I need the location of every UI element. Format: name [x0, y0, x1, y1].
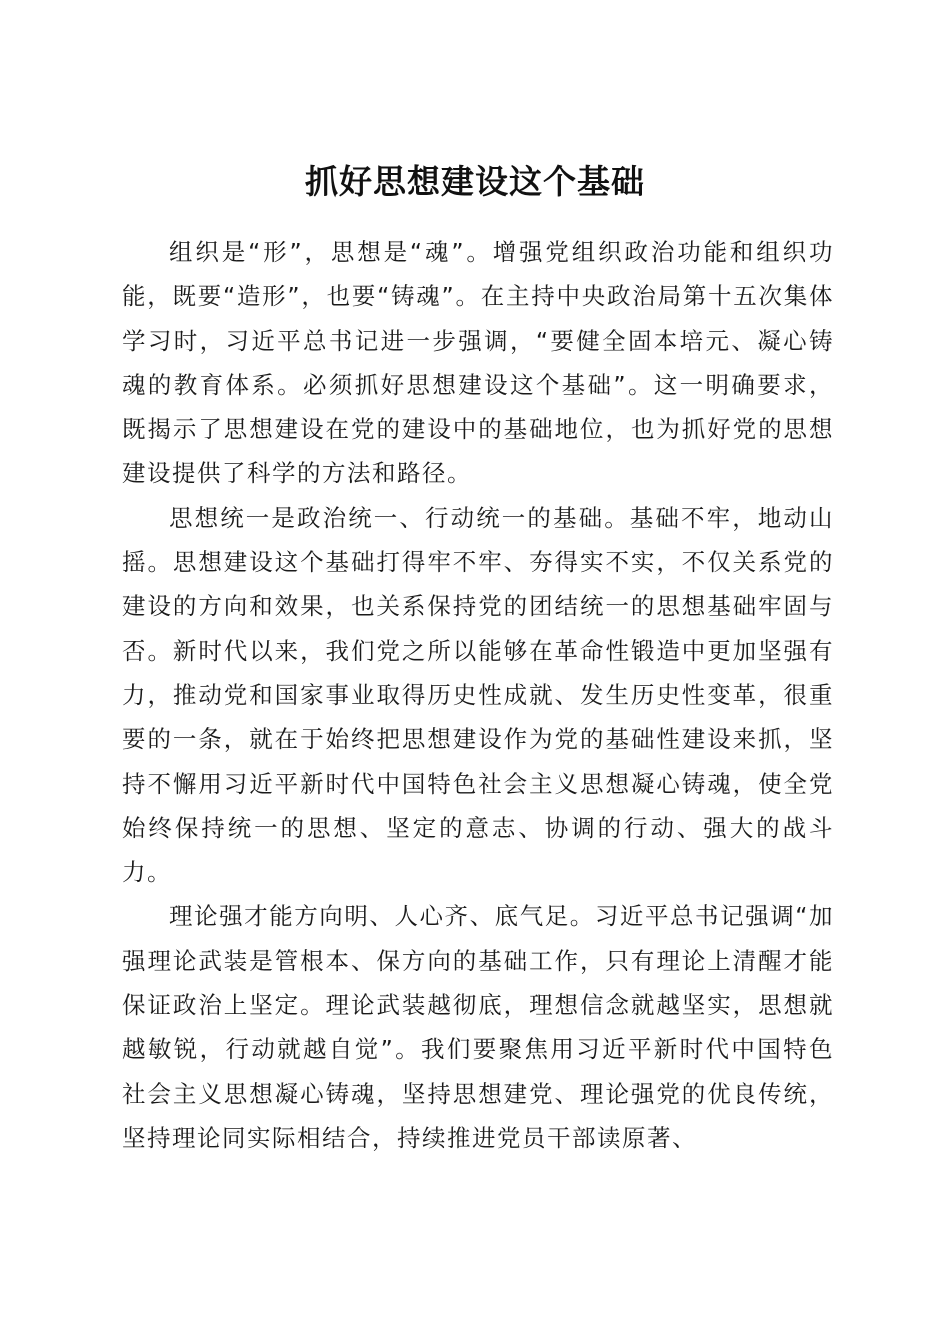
document-title: 抓好思想建设这个基础 — [305, 162, 645, 202]
paragraph-1: 组织是“形”，思想是“魂”。增强党组织政治功能和组织功能，既要“造形”，也要“铸魂”。在主持中央政治局第十五次集体学习时，习近平总书记进一步强调，“要健全固本培元、凝心铸魂的教育体系。必须抓好思想建设这个基础”。这一明确要求，既揭示了思想建设在党的建设中的基础地位，也为抓好党的思想建设提供了科学的方法和路径。 — [122, 238, 834, 488]
paragraph-3: 理论强才能方向明、人心齐、底气足。习近平总书记强调“加强理论武装是管根本、保方向的基础工作，只有理论上清醒才能保证政治上坚定。理论武装越彻底，理想信念就越坚实，思想就越敏锐，行动就越自觉”。我们要聚焦用习近平新时代中国特色社会主义思想凝心铸魂，坚持思想建党、理论强党的优良传统，坚持理论同实际相结合，持续推进党员干部读原著、 — [122, 902, 834, 1152]
document-body — [122, 230, 834, 1160]
paragraph-2: 思想统一是政治统一、行动统一的基础。基础不牢，地动山摇。思想建设这个基础打得牢不牢、夯得实不实，不仅关系党的建设的方向和效果，也关系保持党的团结统一的思想基础牢固与否。新时代以来，我们党之所以能够在革命性锻造中更加坚强有力，推动党和国家事业取得历史性成就、发生历史性变革，很重要的一条，就在于始终把思想建设作为党的基础性建设来抓，坚持不懈用习近平新时代中国特色社会主义思想凝心铸魂，使全党始终保持统一的思想、坚定的意志、协调的行动、强大的战斗力。 — [122, 503, 834, 887]
